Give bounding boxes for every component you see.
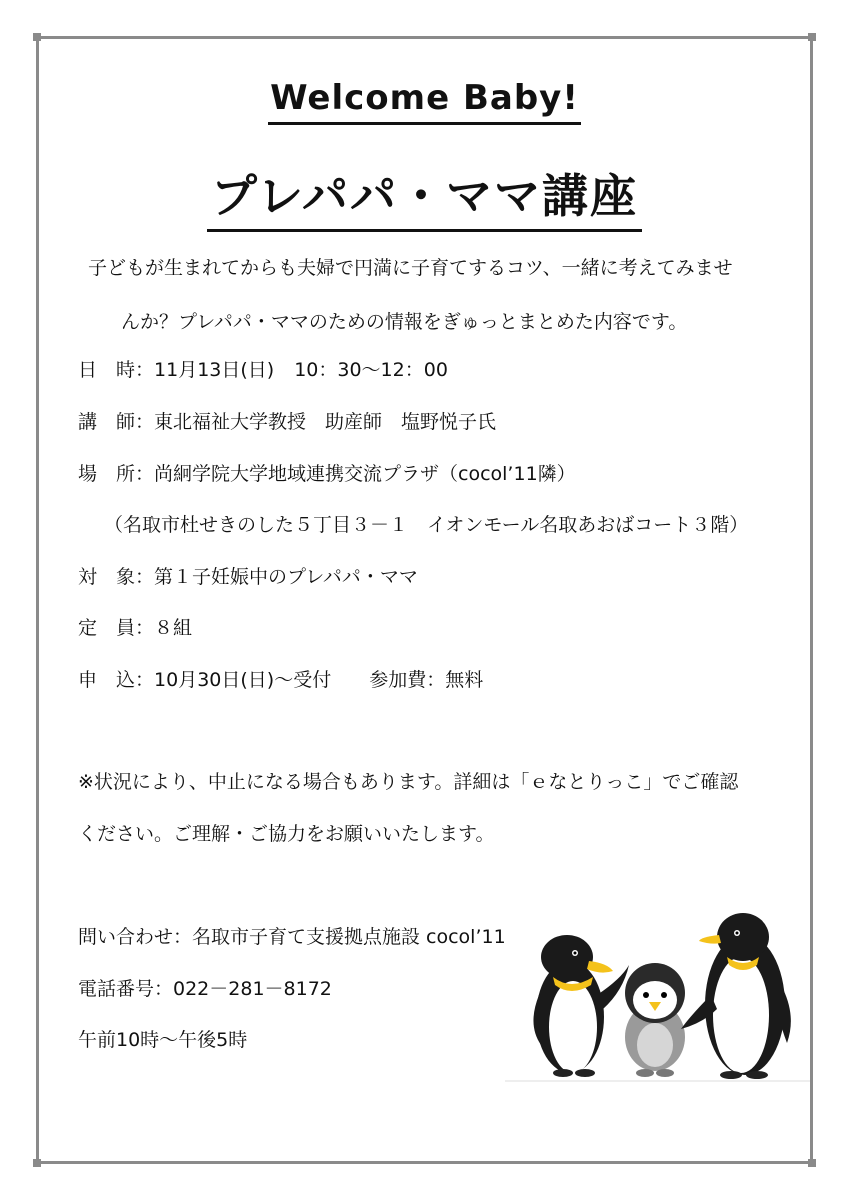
contact-hours: 午前10時～午後5時 xyxy=(78,1029,248,1051)
detail-label: 講 師： xyxy=(78,411,155,433)
contact-inquiry: 問い合わせ：名取市子育て支援拠点施設 cocol’11 xyxy=(78,926,506,948)
detail-label: 申 込： xyxy=(78,669,155,691)
notice-line-1: ※状況により、中止になる場合もあります。詳細は「ｅなとりっこ」でご確認 xyxy=(78,771,739,793)
event-time: 10：30～12：00 xyxy=(294,359,448,381)
event-date: 11月13日(日) xyxy=(154,359,275,381)
title-english: Welcome Baby! xyxy=(0,78,849,118)
lecturer-name: 東北福祉大学教授 助産師 塩野悦子氏 xyxy=(154,411,497,433)
venue-name: 尚絅学院大学地域連携交流プラザ（cocol’11隣） xyxy=(154,463,576,485)
detail-label: 定 員： xyxy=(78,617,155,639)
penguin-adult-right-icon xyxy=(681,913,791,1079)
participation-fee: 参加費：無料 xyxy=(369,669,484,691)
detail-capacity xyxy=(78,616,192,640)
detail-lecturer xyxy=(78,410,496,434)
capacity-value: ８組 xyxy=(154,617,193,639)
border-corner xyxy=(33,1159,41,1167)
border-corner xyxy=(33,33,41,41)
detail-target xyxy=(78,565,418,589)
intro-line-2: んか？プレパパ・ママのための情報をぎゅっとまとめた内容です。 xyxy=(121,311,688,333)
detail-label: 日 時： xyxy=(78,359,155,381)
border-corner xyxy=(808,33,816,41)
detail-datetime xyxy=(78,358,448,382)
target-audience: 第１子妊娠中のプレパパ・ママ xyxy=(154,566,418,588)
title-japanese: プレパパ・ママ講座 xyxy=(0,160,849,226)
detail-label: 対 象： xyxy=(78,566,155,588)
apply-date: 10月30日(日)～受付 xyxy=(154,669,332,691)
detail-place xyxy=(78,462,576,486)
penguin-family-icon xyxy=(505,905,810,1085)
venue-address: （名取市杜せきのした５丁目３－１ イオンモール名取あおばコート３階） xyxy=(104,514,749,536)
contact-phone: 電話番号：022－281－8172 xyxy=(78,978,332,1000)
border-corner xyxy=(808,1159,816,1167)
detail-apply xyxy=(78,668,483,692)
intro-line-1: 子どもが生まれてからも夫婦で円満に子育てするコツ、一緒に考えてみませ xyxy=(88,257,733,279)
penguin-chick-icon xyxy=(625,963,685,1077)
detail-label: 場 所： xyxy=(78,463,155,485)
notice-line-2: ください。ご理解・ご協力をお願いいたします。 xyxy=(78,823,495,845)
penguin-adult-left-icon xyxy=(533,935,629,1077)
